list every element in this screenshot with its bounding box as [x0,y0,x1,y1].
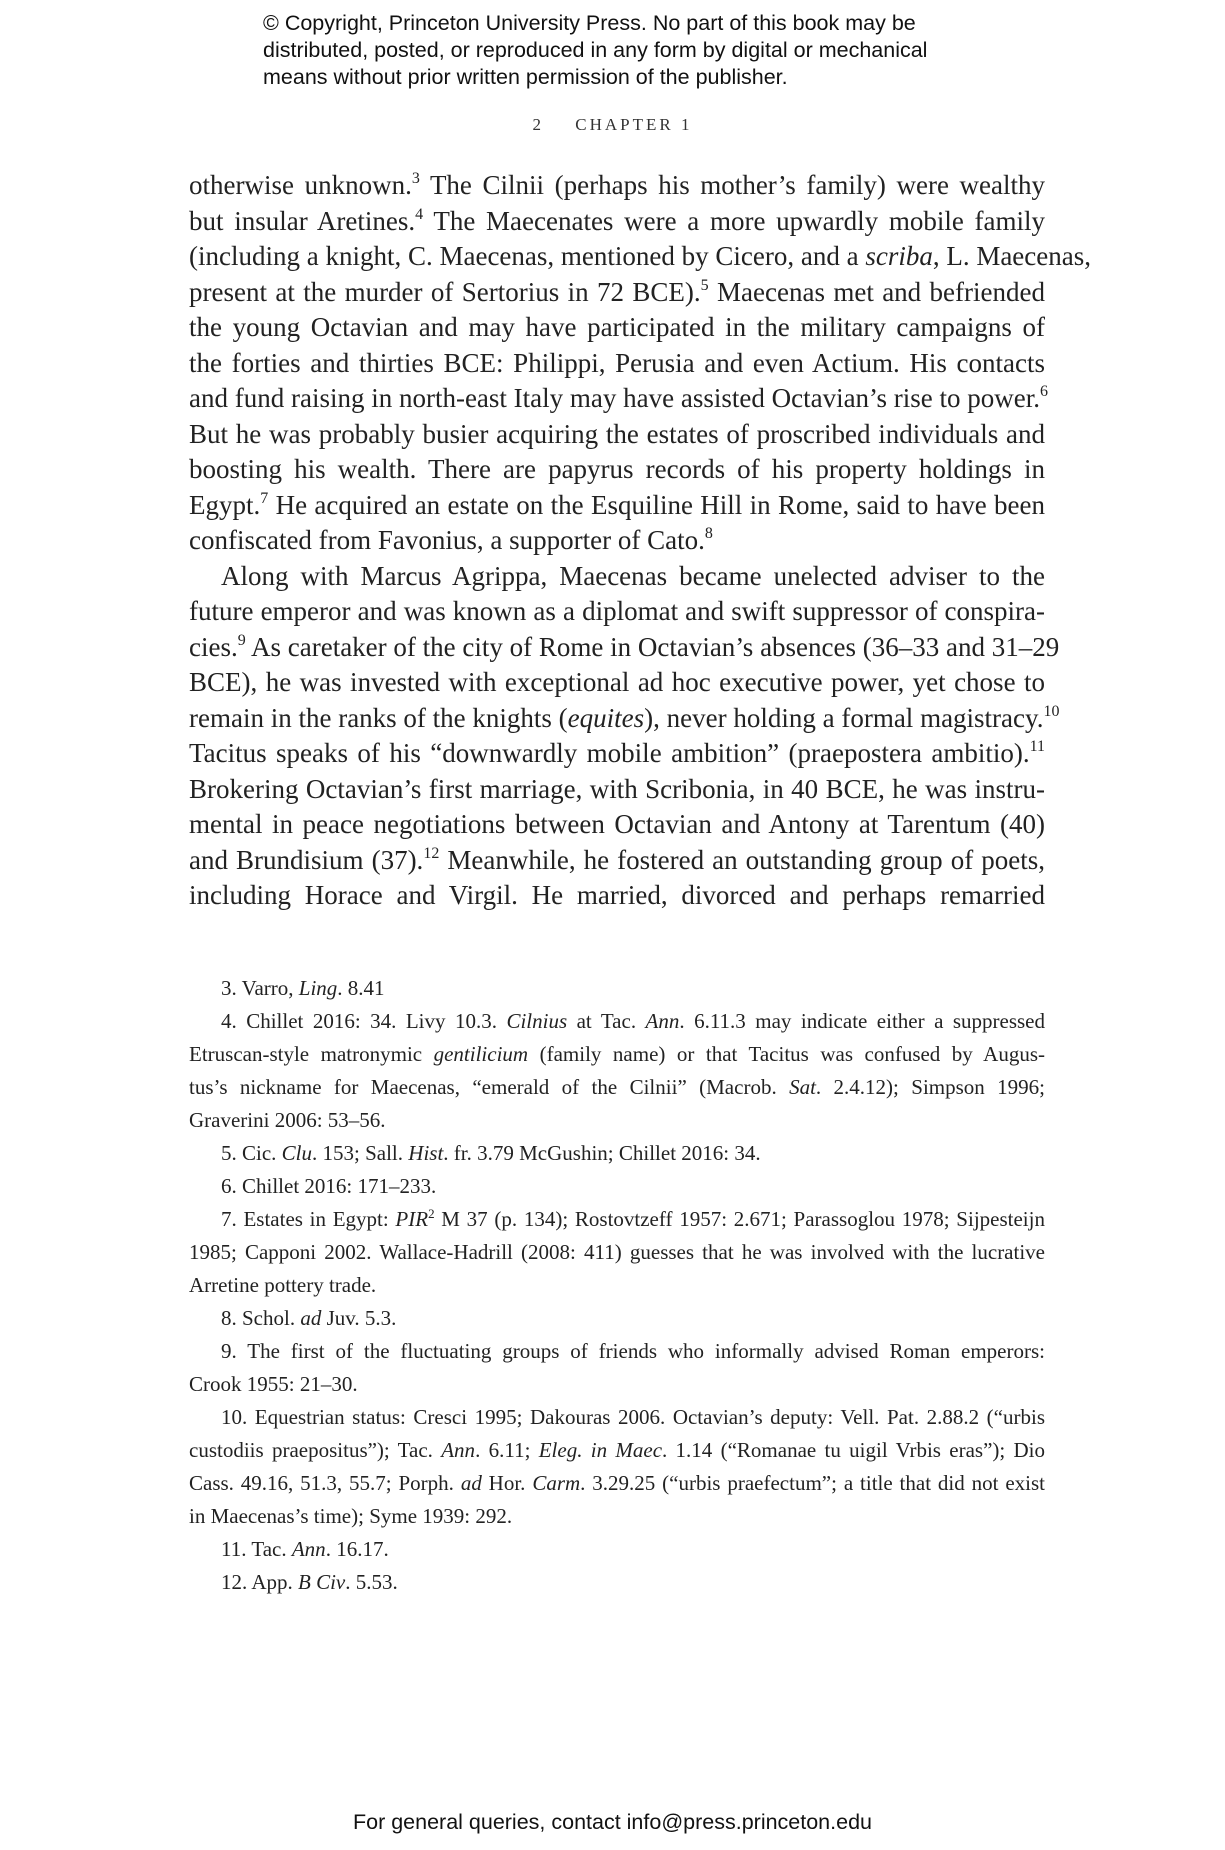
body-line: the young Octavian and may have participated in the military campaigns of [189,312,1045,342]
body-line: otherwise unknown.$^3$ The Cilnii (perhaps his mother’s family) were wealthy [189,170,1046,200]
footnote-4-cont: Graverini 2006: 53–56. [189,1108,386,1132]
body-line: present at the murder of Sertorius in 72 BCE).$^5$ Maecenas met and befriended [189,276,1045,307]
footnote-ref: 7 [260,489,269,507]
body-line: But he was probably busier acquiring the estates of proscribed individuals and [189,418,1045,449]
footnote-6: 6. Chillet 2016: 171–233. [221,1174,437,1198]
footnote-7-cont: Arretine pottery trade. [189,1273,377,1297]
copyright-line: © Copyright, Princeton University Press. No part of this book may be [263,11,916,35]
footnote-9: 9. The first of the fluctuating groups of friends who informally advised Roman emperors: [221,1339,1045,1363]
body-line: Egypt.$^7$ He acquired an estate on the Esquiline Hill in Rome, said to have been [189,489,1045,520]
chapter-label: CHAPTER 1 [575,115,693,134]
body-line: the forties and thirties BCE: Philippi, Perusia and even Actium. His contacts [189,347,1045,378]
body-line: confiscated from Favonius, a supporter of Cato.$^8$ [189,525,713,555]
body-line: Tacitus speaks of his “downwardly mobile ambition” (praepostera ambitio).$^{11}$ [189,738,1045,768]
copyright-notice [263,10,1023,91]
footnote-9-cont: Crook 1955: 21–30. [189,1372,358,1396]
footnote-10-cont: custodiis praepositus”); Tac. Ann. 6.11; Eleg. in Maec. 1.14 (“Romanae tu uigil Vrbis eras”); Dio [189,1438,1046,1462]
footnote-7: 7. Estates in Egypt: PIR$^2$ M 37 (p. 134); Rostovtzeff 1957: 2.671; Parassoglou 1978; Sijpesteijn [221,1206,1045,1231]
footnote-3: 3. Varro, Ling. 8.41 [221,976,385,1000]
footnote-ref: 5 [700,276,709,294]
body-line: future emperor and was known as a diplomat and swift suppressor of conspira- [189,596,1045,626]
footnote-ref: 11 [1029,738,1045,755]
body-line: and fund raising in north-east Italy may have assisted Octavian’s rise to power.$^6$ [189,383,1049,413]
body-line: boosting his wealth. There are papyrus records of his property holdings in [189,454,1045,484]
footnotes [189,972,1045,1599]
running-head [0,115,1225,135]
footnote-ref: 10 [1043,702,1060,720]
body-text [189,168,1092,914]
footnote-12: 12. App. B Civ. 5.53. [221,1570,398,1594]
body-line: Along with Marcus Agrippa, Maecenas became unelected adviser to the [221,560,1045,591]
body-line: cies.$^9$ As caretaker of the city of Rome in Octavian’s absences (36–33 and 31–29 [189,631,1060,662]
footnote-10-cont: in Maecenas’s time); Syme 1939: 292. [189,1504,513,1528]
footnote-ref: 6 [1040,383,1049,400]
body-line: mental in peace negotiations between Octavian and Antony at Tarentum (40) [189,809,1045,839]
footnote-4-cont: Etruscan-style matronymic gentilicium (family name) or that Tacitus was confused by Augus- [189,1042,1045,1066]
body-line: BCE), he was invested with exceptional ad hoc executive power, yet chose to [189,667,1045,697]
copyright-line: distributed, posted, or reproduced in any form by digital or mechanical [263,38,928,62]
footnote-ref: 8 [704,525,713,542]
copyright-line: means without prior written permission of the publisher. [263,65,788,89]
footnote-11: 11. Tac. Ann. 16.17. [221,1537,389,1561]
footnote-4-cont: tus’s nickname for Maecenas, “emerald of the Cilnii” (Macrob. Sat. 2.4.12); Simpson 1996; [189,1075,1045,1099]
footnote-ref: 3 [411,170,420,187]
body-line: remain in the ranks of the knights (equites), never holding a formal magistracy.$^{10}$ [189,702,1060,733]
body-line: but insular Aretines.$^4$ The Maecenates were a more upwardly mobile family [189,205,1045,236]
footnote-ref: 4 [415,205,424,223]
footnote-4: 4. Chillet 2016: 34. Livy 10.3. Cilnius at Tac. Ann. 6.11.3 may indicate either a suppressed [221,1009,1046,1033]
footnote-8: 8. Schol. ad Juv. 5.3. [221,1306,397,1330]
body-line: and Brundisium (37).$^{12}$ Meanwhile, he fostered an outstanding group of poets, [189,844,1045,875]
footer-contact: For general queries, contact info@press.princeton.edu [352,1810,872,1834]
footnote-ref: 12 [423,844,440,862]
page-number: 2 [532,115,545,134]
footnote-ref: 9 [237,631,246,649]
body-line: Brokering Octavian’s first marriage, with Scribonia, in 40 BCE, he was instru- [189,773,1045,804]
body-line: including Horace and Virgil. He married, divorced and perhaps remarried [189,880,1045,910]
footnote-10: 10. Equestrian status: Cresci 1995; Dakouras 2006. Octavian’s deputy: Vell. Pat. 2.88.2 (“urbis [221,1405,1045,1429]
footnote-7-cont: 1985; Capponi 2002. Wallace-Hadrill (2008: 411) guesses that he was involved with the lucrative [189,1240,1045,1264]
footnote-5: 5. Cic. Clu. 153; Sall. Hist. fr. 3.79 McGushin; Chillet 2016: 34. [221,1141,761,1165]
footnote-10-cont: Cass. 49.16, 51.3, 55.7; Porph. ad Hor. Carm. 3.29.25 (“urbis praefectum”; a title that did not exist [189,1471,1045,1495]
body-line: (including a knight, C. Maecenas, mentioned by Cicero, and a scriba, L. Maecenas, [189,241,1092,271]
